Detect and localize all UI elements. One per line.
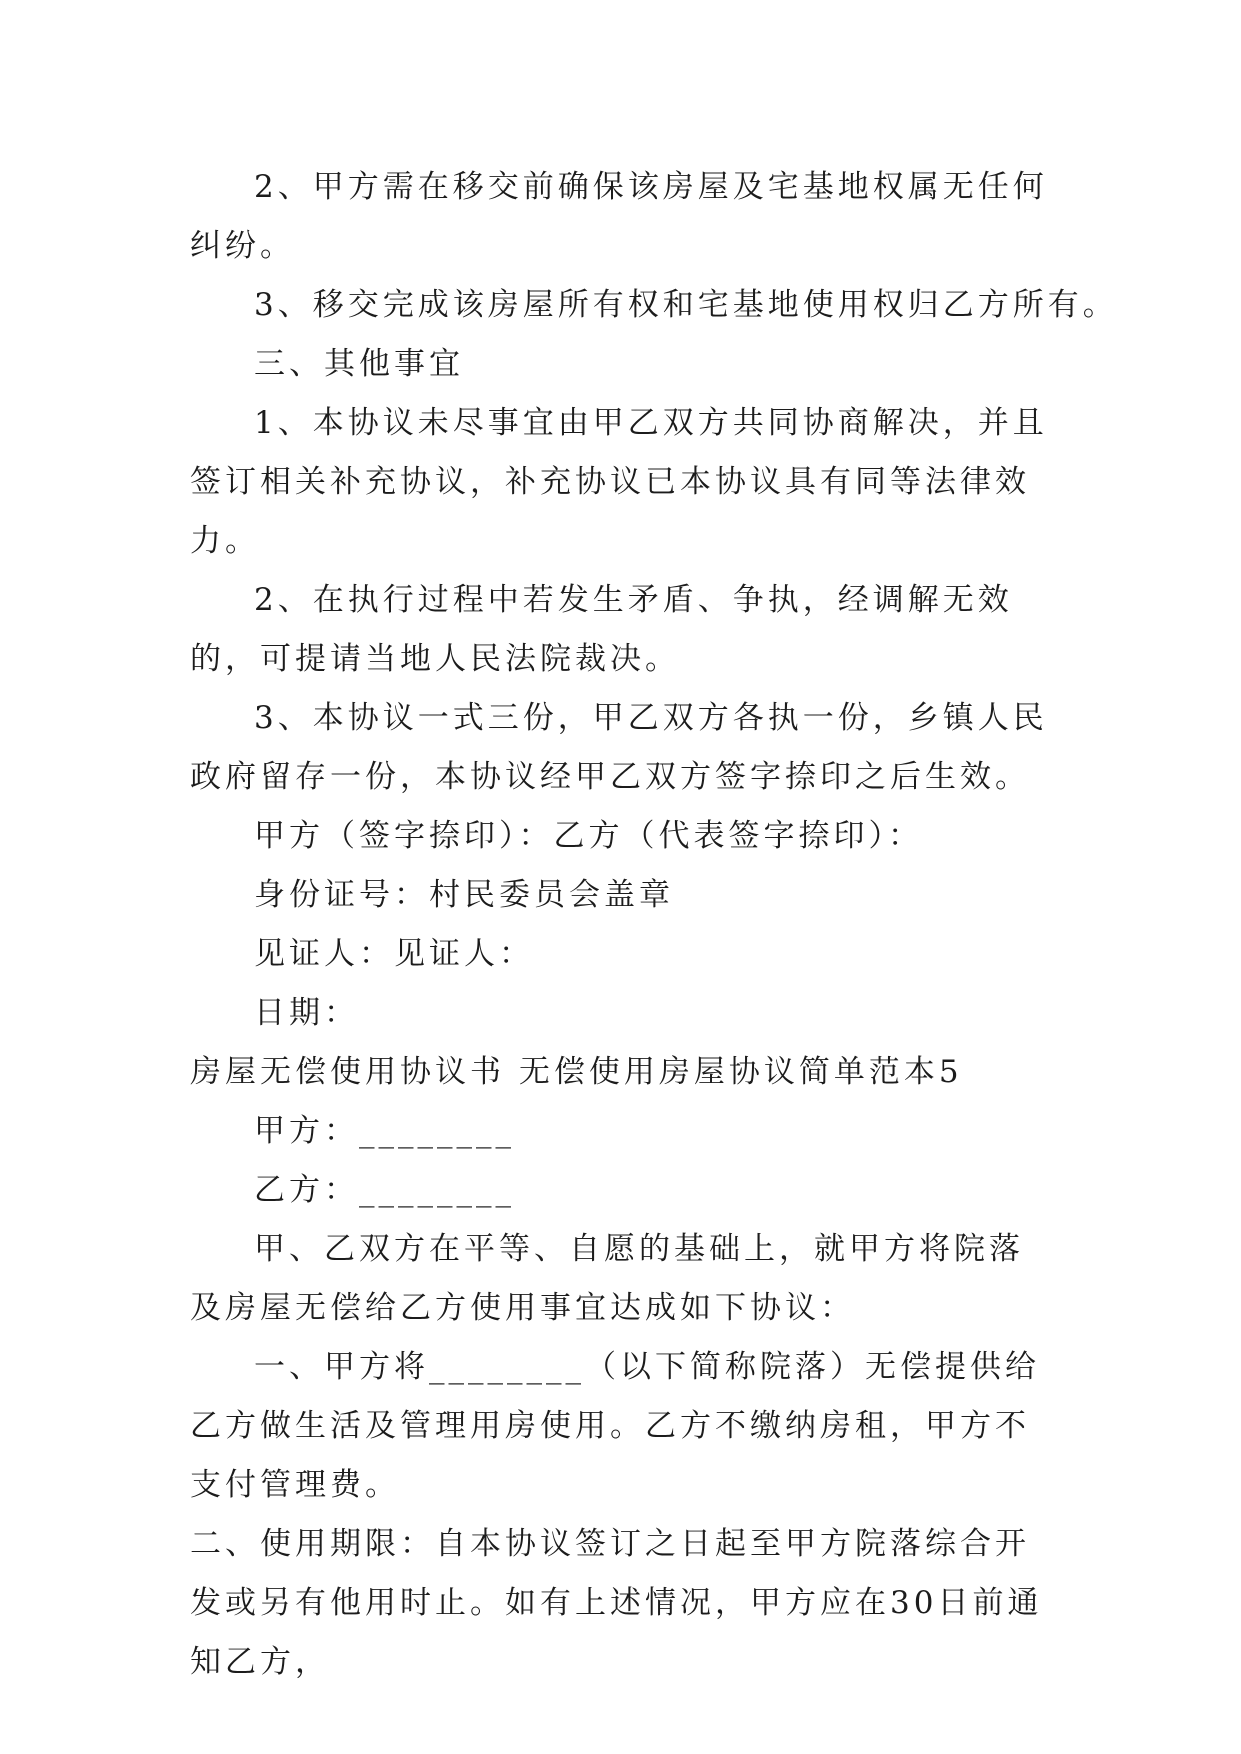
signature-line-date: 日期： — [254, 995, 359, 1031]
paragraph-clause-3-transfer: 3、移交完成该房屋所有权和宅基地使用权归乙方所有。 — [254, 287, 1118, 323]
section-heading-other-matters: 三、其他事宜 — [254, 346, 464, 382]
party-a-line: 甲方：________ — [254, 1113, 515, 1149]
paragraph-other-2: 2、在执行过程中若发生矛盾、争执，经调解无效的，可提请当地人民法院裁决。 — [190, 582, 1013, 677]
paragraph-article-2: 二、使用期限：自本协议签订之日起至甲方院落综合开发或另有他用时止。如有上述情况，甲方应在30日前通知乙方， — [190, 1526, 1043, 1680]
signature-line-witness: 见证人：见证人： — [254, 936, 534, 972]
paragraph-other-3: 3、本协议一式三份，甲乙双方各执一份，乡镇人民政府留存一份，本协议经甲乙双方签字捺印之后生效。 — [190, 700, 1048, 795]
signature-line-id: 身份证号：村民委员会盖章 — [254, 877, 674, 913]
paragraph-clause-2-ownership: 2、甲方需在移交前确保该房屋及宅基地权属无任何纠纷。 — [190, 169, 1048, 264]
document-body — [190, 158, 1118, 1692]
signature-line-parties: 甲方（签字捺印）：乙方（代表签字捺印）： — [254, 818, 923, 854]
paragraph-other-1: 1、本协议未尽事宜由甲乙双方共同协商解决，并且签订相关补充协议，补充协议已本协议具有同等法律效力。 — [190, 405, 1048, 559]
paragraph-preamble: 甲、乙双方在平等、自愿的基础上，就甲方将院落及房屋无偿给乙方使用事宜达成如下协议： — [190, 1231, 1024, 1326]
paragraph-article-1: 一、甲方将________（以下简称院落）无偿提供给乙方做生活及管理用房使用。乙方不缴纳房租，甲方不支付管理费。 — [190, 1349, 1040, 1503]
party-b-line: 乙方：________ — [254, 1172, 515, 1208]
document-title: 房屋无偿使用协议书 无偿使用房屋协议简单范本5 — [190, 1054, 963, 1090]
